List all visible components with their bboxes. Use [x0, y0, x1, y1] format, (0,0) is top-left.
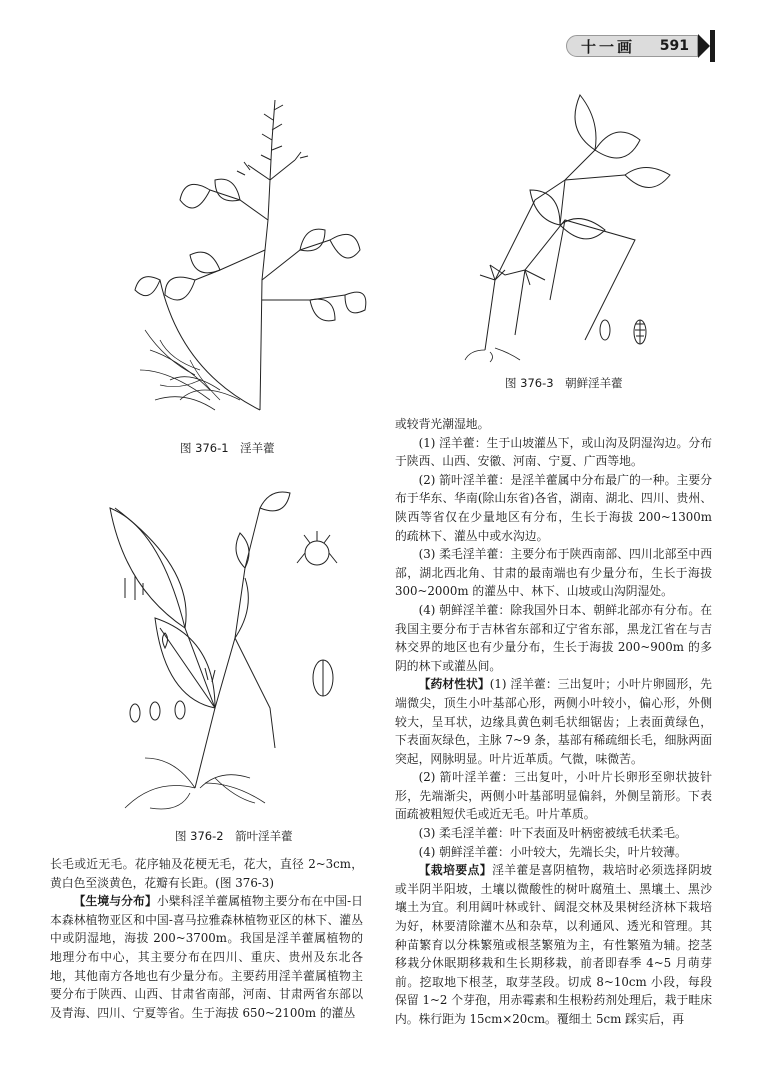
right-text-column: [395, 415, 712, 1029]
figure-376-3-caption: 图 376-3 朝鲜淫羊藿: [505, 376, 623, 390]
header-edge-bar: [710, 30, 715, 62]
paragraph-continued: 长毛或近无毛。花序轴及花梗无毛，花大，直径 2~3cm，黄白色至淡黄色，花瓣有长距。(图 376-3): [50, 857, 363, 890]
section-label-characteristics: 【药材性状】: [418, 677, 490, 692]
paragraph-habitat-distribution: [50, 892, 363, 1022]
habitat-text: 小檗科淫羊藿属植物主要分布在中国-日本森林植物亚区和中国-喜马拉雅森林植物亚区的林下、灌丛中或阴湿地，海拔 200~3700m。我国是淫羊藿属植物的地理分布中心，其主要分布在四川、重庆、贵州及东北各地，其他南方各地也有少量分布。主要药用淫羊藿属植物主要分布于陕西、山西、甘肃省南部，河南、甘肃两省东部以及青海、四川、宁夏等省。生于海拔 650~2100m 的灌丛: [50, 894, 363, 1020]
figure-376-2-illustration: [105, 488, 355, 813]
paragraph-characteristics: [395, 675, 712, 768]
paragraph-char-2: (2) 箭叶淫羊藿：三出复叶，小叶片长卵形至卵状披针形，先端渐尖，两侧小叶基部明显偏斜，外侧呈箭形。下表面疏被粗短伏毛或近无毛。叶片革质。: [395, 770, 712, 822]
section-title: 十一画: [581, 37, 636, 56]
paragraph-species-1: (1) 淫羊藿：生于山坡灌丛下，或山沟及阴湿沟边。分布于陕西、山西、安徽、河南、宁夏、广西等地。: [395, 435, 712, 469]
section-header-tab: [566, 35, 698, 57]
figure-376-1-caption: 图 376-1 淫羊藿: [180, 441, 275, 455]
section-label-habitat: 【生境与分布】: [73, 894, 157, 909]
figure-376-3-illustration: [455, 80, 680, 365]
cultivation-text: 淫羊藿是喜阴植物，栽培时必须选择阴坡或半阴半阳坡，土壤以微酸性的树叶腐殖土、黑壤土、黑沙壤土为宜。利用阔叶林或针、阔混交林及果树经济林下栽培为好，林要清除灌木丛和杂草，以利通风、透光和管理。其种苗繁育以分株繁殖或根茎繁殖为主，有性繁殖为辅。挖茎移栽分休眠期移栽和生长期移栽，前者即春季 4~5 月萌芽前。挖取地下根茎，取芽茎段。切成 8~10cm 小段，每段保留 1~2 个芽孢，用赤霉素和生根粉药剂处理后，栽于畦床内。株行距为 15cm×20cm。覆细土 5cm 踩实后，再: [395, 863, 712, 1026]
paragraph-species-2: (2) 箭叶淫羊藿：是淫羊藿属中分布最广的一种。主要分布于华东、华南(除山东省)各省，湖南、湖北、四川、贵州、陕西等省仅在少量地区有分布，生长于海拔 200~1300m 的疏林下、灌丛中或水沟边。: [395, 472, 712, 543]
section-label-cultivation: 【栽培要点】: [418, 863, 493, 878]
header-arrow-decoration: [698, 34, 710, 58]
paragraph-species-4: (4) 朝鲜淫羊藿：除我国外日本、朝鲜北部亦有分布。在我国主要分布于吉林省东部和辽宁省东部，黑龙江省在与吉林交界的地区也有少量分布，生长于海拔 200~900m 的多阴的林下或灌丛间。: [395, 602, 712, 673]
page-number: 591: [659, 38, 689, 54]
figure-376-1-illustration: [100, 80, 370, 425]
characteristics-text: (1) 淫羊藿：三出复叶；小叶片卵圆形，先端微尖，顶生小叶基部心形，两侧小叶较小，偏心形，外侧较大，呈耳状，边缘具黄色刺毛状细锯齿；上表面黄绿色，下表面灰绿色，主脉 7~9 条，基部有稀疏细长毛，细脉两面突起，网脉明显。叶片近革质。气微，味微苦。: [395, 677, 712, 766]
paragraph-char-4: (4) 朝鲜淫羊藿：小叶较大，先端长尖，叶片较薄。: [418, 844, 687, 859]
paragraph-cultivation: [395, 861, 712, 1028]
paragraph-continued-right: 或较背光潮湿地。: [395, 417, 490, 431]
paragraph-char-3: (3) 柔毛淫羊藿：叶下表面及叶柄密被绒毛状柔毛。: [418, 826, 687, 841]
paragraph-species-3: (3) 柔毛淫羊藿：主要分布于陕西南部、四川北部至中西部，湖北西北角、甘肃的最南端也有少量分布，生长于海拔 300~2000m 的灌丛中、林下、山坡或山沟阴湿处。: [395, 547, 712, 599]
left-text-column: [50, 855, 363, 1022]
figure-376-2-caption: 图 376-2 箭叶淫羊藿: [175, 829, 293, 843]
